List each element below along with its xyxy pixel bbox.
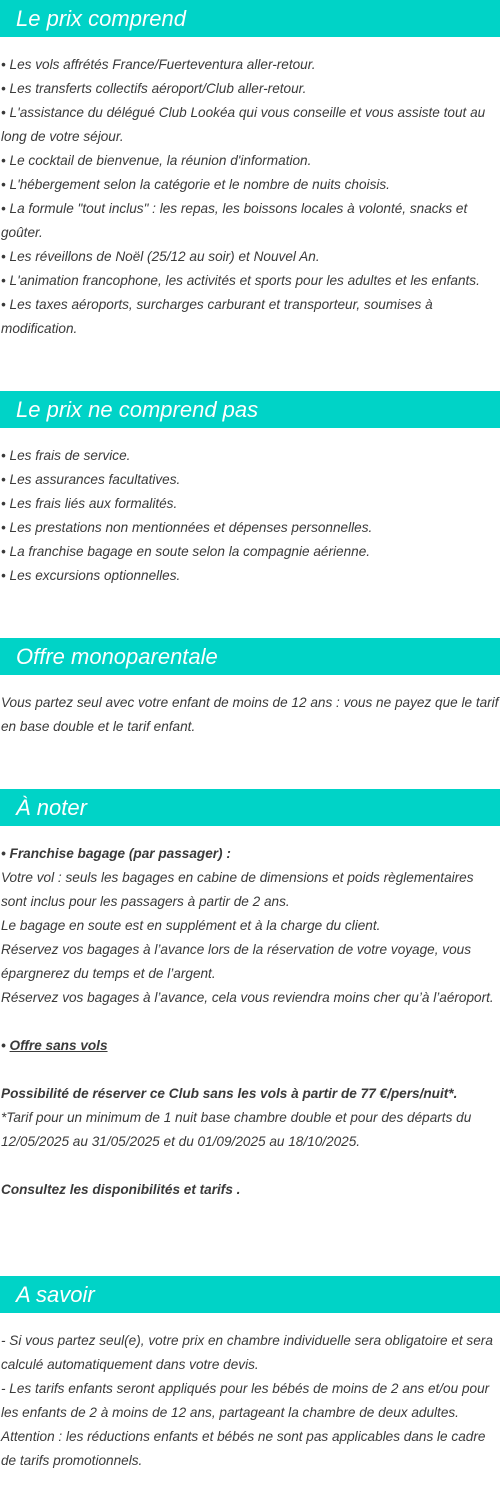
section-content	[0, 428, 500, 588]
baggage-heading: • Franchise bagage (par passager) :	[1, 846, 231, 861]
list-item: • L'animation francophone, les activités et sports pour les adultes et les enfants.	[1, 273, 480, 288]
section-single-parent-offer	[0, 638, 500, 739]
paragraph: Le bagage en soute est en supplément et à la charge du client.	[1, 918, 381, 933]
section-content	[0, 37, 500, 341]
paragraph: Réservez vos bagages à l’avance lors de la réservation de votre voyage, vous épargnerez du temps et de l’argent.	[1, 942, 471, 981]
list-item: • Les vols affrétés France/Fuerteventura aller-retour.	[1, 57, 316, 72]
paragraph: Attention : les réductions enfants et bébés ne sont pas applicables dans le cadre de tarifs promotionnels.	[1, 1429, 486, 1468]
spacer	[1, 1154, 500, 1178]
section-title: À noter	[0, 789, 500, 826]
section-title: Le prix comprend	[0, 0, 500, 37]
section-price-includes	[0, 0, 500, 341]
list-item: • L'assistance du délégué Club Lookéa qui vous conseille et vous assiste tout au long de votre séjour.	[1, 105, 486, 144]
list-item: • La formule "tout inclus" : les repas, les boissons locales à volonté, snacks et goûter.	[1, 201, 468, 240]
list-item: • Les taxes aéroports, surcharges carburant et transporteur, soumises à modification.	[1, 297, 433, 336]
list-item: • La franchise bagage en soute selon la compagnie aérienne.	[1, 544, 371, 559]
paragraph: - Les tarifs enfants seront appliqués pour les bébés de moins de 2 ans et/ou pour les enfants de 2 à moins de 12 ans, partageant la chambre de deux adultes.	[1, 1381, 490, 1420]
spacer	[1, 1058, 500, 1082]
list-item: • Les assurances facultatives.	[1, 472, 181, 487]
paragraph: - Si vous partez seul(e), votre prix en chambre individuelle sera obligatoire et sera calculé automatiquement dans votre devis.	[1, 1333, 493, 1372]
paragraph: Votre vol : seuls les bagages en cabine de dimensions et poids règlementaires sont inclus pour les passagers à partir de 2 ans.	[1, 870, 474, 909]
list-item: • Les transferts collectifs aéroport/Club aller-retour.	[1, 81, 307, 96]
section-title: A savoir	[0, 1276, 500, 1313]
list-item: • Le cocktail de bienvenue, la réunion d'information.	[1, 153, 312, 168]
bullet: •	[1, 1038, 10, 1053]
section-price-excludes	[0, 391, 500, 588]
paragraph: Réservez vos bagages à l’avance, cela vous reviendra moins cher qu’à l’aéroport.	[1, 990, 494, 1005]
section-to-note	[0, 789, 500, 1202]
section-content	[0, 675, 500, 739]
consult-availability-link[interactable]: Consultez les disponibilités et tarifs .	[1, 1182, 241, 1197]
list-item: • Les frais de service.	[1, 448, 131, 463]
section-title: Le prix ne comprend pas	[0, 391, 500, 428]
section-good-to-know	[0, 1276, 500, 1473]
list-item: • Les réveillons de Noël (25/12 au soir) et Nouvel An.	[1, 249, 320, 264]
list-item: • Les frais liés aux formalités.	[1, 496, 178, 511]
list-item: • L'hébergement selon la catégorie et le nombre de nuits choisis.	[1, 177, 390, 192]
section-content	[0, 826, 500, 1202]
offer-heading-line	[1, 1034, 500, 1058]
list-item: • Les excursions optionnelles.	[1, 568, 181, 583]
offer-price: Possibilité de réserver ce Club sans les vols à partir de 77 €/pers/nuit*.	[1, 1086, 458, 1101]
paragraph: Vous partez seul avec votre enfant de moins de 12 ans : vous ne payez que le tarif en base double et le tarif enfant.	[1, 695, 499, 734]
spacer	[1, 1010, 500, 1034]
offer-note: *Tarif pour un minimum de 1 nuit base chambre double et pour des départs du 12/05/2025 au 31/05/2025 et du 01/09/2025 au 18/10/2025.	[1, 1110, 472, 1149]
section-title: Offre monoparentale	[0, 638, 500, 675]
list-item: • Les prestations non mentionnées et dépenses personnelles.	[1, 520, 373, 535]
offer-heading: Offre sans vols	[9, 1038, 108, 1053]
section-content	[0, 1313, 500, 1473]
